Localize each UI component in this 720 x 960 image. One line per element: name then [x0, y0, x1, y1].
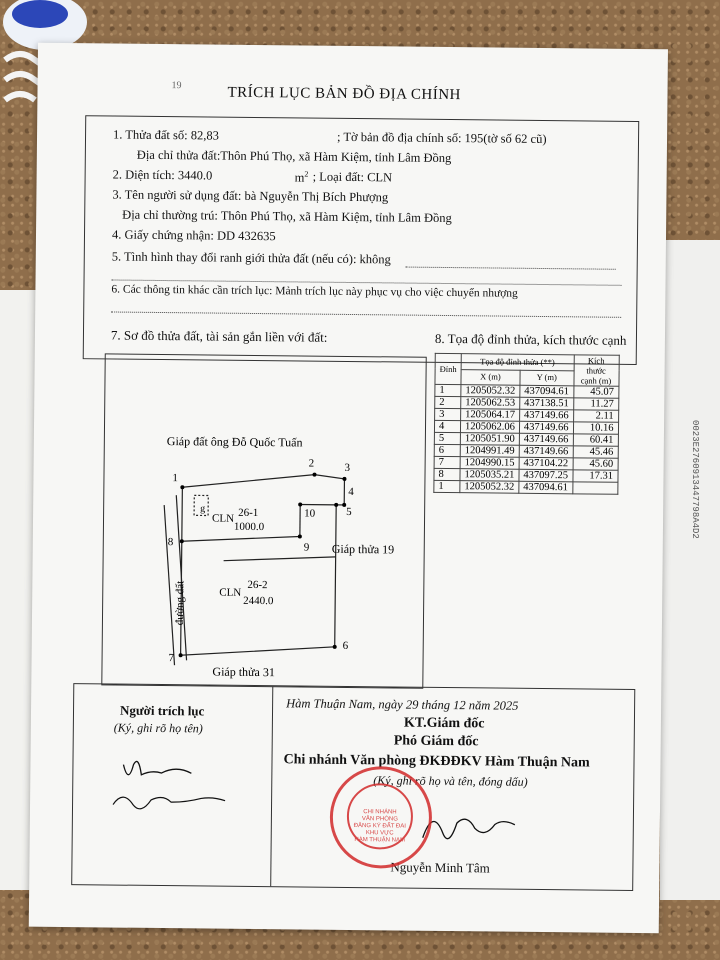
parcel2-area: 2440.0	[243, 594, 274, 608]
table-cell-y: 437097.25	[519, 469, 573, 482]
col-header-coords: Tọa độ đỉnh thửa (**)	[461, 354, 574, 371]
south-neighbor: Giáp thửa 31	[212, 664, 276, 680]
certificate: 4. Giấy chứng nhận: DD 432635	[111, 227, 276, 244]
extractor-signature-icon	[103, 744, 254, 826]
page-mark: 19	[171, 80, 182, 92]
signature-divider	[270, 686, 273, 886]
deputy-title: Phó Giám đốc	[393, 733, 479, 750]
side-document-code: 0023E2760913447798A4D2	[690, 420, 700, 539]
parcel1-code: CLN	[211, 512, 235, 525]
extractor-title: Người trích lục	[119, 702, 205, 719]
point-label: 9	[303, 541, 310, 554]
coordinate-table	[433, 353, 619, 495]
parcel2-number: 26-2	[247, 578, 268, 592]
table-cell-y: 437149.66	[519, 433, 573, 446]
parcel1-number: 26-1	[238, 506, 259, 520]
land-type: ; Loại đất: CLN	[312, 169, 393, 185]
coordinate-rows	[434, 384, 619, 494]
internal-boundary	[224, 556, 336, 562]
col-header-size: Kích thước cạnh (m)	[573, 355, 618, 386]
table-cell-kt: 45.46	[573, 446, 618, 458]
table-cell-kt: 45.07	[573, 386, 618, 398]
area-unit-m: m	[294, 170, 305, 185]
table-cell-x: 1205062.53	[461, 397, 520, 410]
road-edge	[175, 495, 189, 660]
table-cell-x: 1204990.15	[460, 457, 519, 470]
table-cell-x: 1205051.90	[460, 433, 519, 446]
table-cell-dinh: 7	[434, 456, 460, 468]
table-row	[434, 480, 618, 494]
col-header-y: Y (m)	[520, 370, 574, 386]
table-cell-y: 437149.66	[519, 421, 573, 434]
office-name: Chi nhánh Văn phòng ĐKĐĐKV Hàm Thuận Nam	[283, 752, 590, 771]
stamp-text	[349, 809, 411, 845]
table-cell-dinh: 2	[435, 396, 461, 408]
table-cell-y: 437138.51	[520, 397, 574, 410]
table-cell-x: 1205035.21	[460, 469, 519, 482]
parcel1-area: 1000.0	[233, 520, 265, 534]
section-8-heading: 8. Tọa độ đỉnh thửa, kích thước cạnh	[434, 330, 627, 348]
stamp-line: HÀM THUẬN NAM	[354, 837, 405, 844]
stamp-inner-ring	[347, 783, 414, 850]
parcel-boundary	[181, 473, 345, 657]
east-neighbor: Giáp thửa 19	[331, 541, 395, 557]
stamp-line: KHU VỰC	[365, 830, 394, 837]
area: 2. Diện tích: 3440.0	[112, 167, 213, 183]
other-info: 6. Các thông tin khác cần trích lục: Mảnh trích lục này phục vụ cho việc chuyển nhượng	[111, 283, 518, 300]
internal-boundary	[182, 535, 300, 542]
document-title: TRÍCH LỤC BẢN ĐỒ ĐỊA CHÍNH	[227, 84, 461, 104]
parcel-address: Địa chỉ thửa đất:Thôn Phú Thọ, xã Hàm Kiệm, tỉnh Lâm Đồng	[136, 147, 452, 166]
section-7-heading: 7. Sơ đồ thửa đất, tài sản gắn liền với đất:	[110, 327, 328, 345]
point-label: 10	[304, 507, 316, 520]
road-label: đường đất	[173, 580, 187, 626]
stamp-line: CHI NHÁNH	[363, 809, 397, 816]
official-stamp	[329, 766, 432, 869]
point-label: 8	[167, 536, 174, 549]
table-cell-x: 1205052.32	[461, 385, 520, 398]
table-cell-dinh: 8	[434, 468, 460, 480]
boundary-change: 5. Tình hình thay đổi ranh giới thửa đất (nếu có): không	[111, 249, 391, 267]
underlying-paper-right	[660, 240, 720, 900]
table-cell-y: 437094.61	[519, 481, 573, 494]
table-cell-y: 437104.22	[519, 457, 573, 470]
extractor-sub: (Ký, ghi rõ họ tên)	[113, 720, 203, 736]
signer-name: Nguyễn Minh Tâm	[390, 859, 490, 876]
table-cell-y: 437149.66	[519, 445, 573, 458]
residence-address: Địa chỉ thường trú: Thôn Phú Thọ, xã Hàm Kiệm, tỉnh Lâm Đồng	[122, 207, 452, 226]
table-cell-x: 1204991.49	[460, 445, 519, 458]
point-label: 5	[346, 505, 352, 519]
table-cell-dinh: 1	[435, 384, 461, 396]
table-cell-dinh: 4	[434, 420, 460, 432]
table-cell-kt: 11.27	[573, 398, 618, 410]
table-cell-dinh: 6	[434, 444, 460, 456]
point-label: 4	[348, 485, 354, 499]
point-label: 3	[344, 461, 351, 474]
table-cell-kt: 2.11	[573, 410, 618, 422]
table-cell-kt: 60.41	[573, 434, 618, 446]
table-cell-x: 1205062.06	[460, 421, 519, 434]
stamp-line: ĐĂNG KÝ ĐẤT ĐAI	[353, 823, 406, 830]
table-cell-kt: 45.60	[573, 458, 618, 470]
table-cell-y: 437094.61	[520, 385, 574, 398]
col-header-x: X (m)	[461, 369, 520, 385]
table-cell-dinh: 5	[434, 432, 460, 444]
kt-title: KT.Giám đốc	[403, 715, 485, 732]
sign-instruction: (Ký, ghi rõ họ và tên, đóng dấu)	[373, 773, 528, 789]
table-cell-dinh: 3	[435, 408, 461, 420]
parcel2-code: CLN	[219, 586, 242, 599]
issue-date: Hàm Thuận Nam, ngày 29 tháng 12 năm 2025	[286, 696, 519, 713]
map-sheet-number: ; Tờ bản đồ địa chính số: 195(tờ số 62 cũ)	[336, 129, 547, 147]
point-label: 1	[172, 472, 179, 485]
house-label: g	[200, 503, 206, 515]
parcel-sketch-box	[101, 353, 426, 688]
table-cell-x: 1205064.17	[461, 409, 520, 422]
table-cell-x: 1205052.32	[460, 481, 519, 494]
table-cell-kt: 17.31	[572, 470, 617, 482]
stamp-line: VĂN PHÒNG	[361, 816, 398, 823]
point-label: 7	[168, 652, 175, 665]
area-unit	[295, 169, 309, 185]
table-cell-dinh: 1	[434, 480, 460, 492]
land-user: 3. Tên người sử dụng đất: bà Nguyễn Thị Bích Phượng	[112, 187, 389, 205]
cadastral-extract-page	[29, 43, 668, 934]
point-label: 2	[308, 457, 315, 470]
parcel-number: 1. Thửa đất số: 82,83	[112, 127, 219, 143]
table-cell-kt: 10.16	[573, 422, 618, 434]
table-cell-kt	[572, 482, 617, 494]
area-unit-exp: 2	[304, 169, 309, 179]
table-cell-y: 437149.66	[519, 409, 573, 422]
parcel-sketch	[102, 354, 425, 687]
col-header-dinh: Đỉnh	[435, 353, 461, 384]
point-label: 6	[342, 639, 349, 652]
north-neighbor: Giáp đất ông Đỗ Quốc Tuấn	[166, 434, 303, 450]
